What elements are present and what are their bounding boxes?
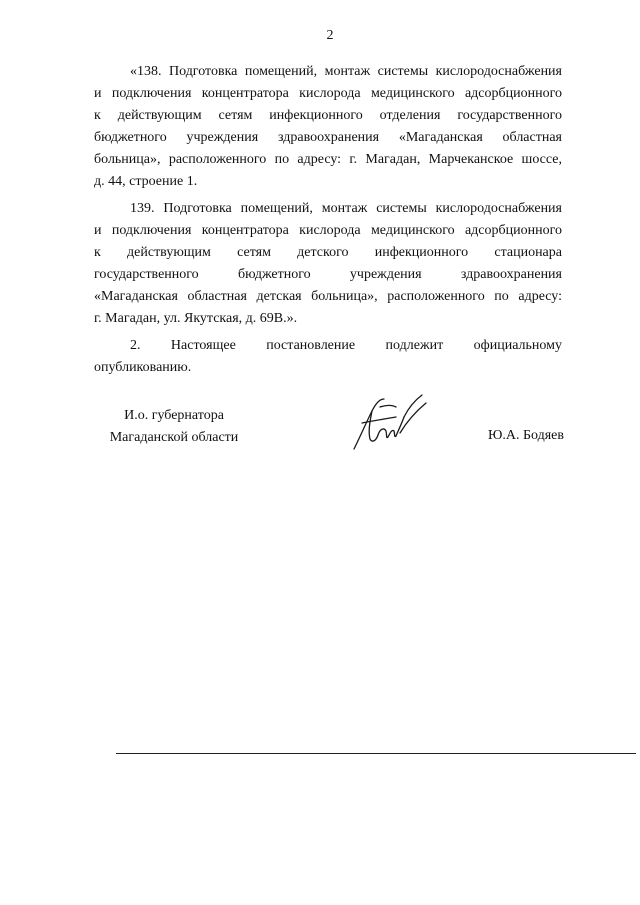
signatory-name: Ю.А. Бодяев	[487, 428, 564, 443]
paragraph-139	[94, 198, 562, 330]
text-line: государственного бюджетного учреждения здравоохранения	[94, 267, 562, 282]
text-line: 2. Настоящее постановление подлежит официальному	[130, 338, 562, 353]
text-line: и подключения концентратора кислорода медицинского адсорбционного	[94, 223, 562, 238]
text-line: «Магаданская областная детская больница», расположенного по адресу:	[94, 289, 562, 304]
text-line: г. Магадан, ул. Якутская, д. 69В.».	[94, 311, 298, 326]
document-body	[94, 61, 562, 384]
text-line: 139. Подготовка помещений, монтаж системы кислородоснабжения	[130, 201, 562, 216]
signatory-role-line: И.о. губернатора	[124, 408, 224, 423]
paragraph-publication	[94, 335, 562, 379]
signatory-region-line: Магаданской области	[109, 430, 239, 445]
text-line: к действующим сетям детского инфекционного стационара	[94, 245, 562, 260]
text-line: и подключения концентратора кислорода медицинского адсорбционного	[94, 86, 562, 101]
text-line: д. 44, строение 1.	[94, 174, 198, 189]
handwritten-signature-icon	[350, 393, 434, 453]
text-line: больница», расположенного по адресу: г. Магадан, Марчеканское шоссе,	[94, 152, 562, 167]
text-line: бюджетного учреждения здравоохранения «Магаданская областная	[94, 130, 562, 145]
signatory-role	[94, 405, 254, 449]
footer-divider	[116, 753, 636, 754]
text-line: опубликованию.	[94, 360, 192, 375]
paragraph-138	[94, 61, 562, 193]
text-line: к действующим сетям инфекционного отделения государственного	[94, 108, 562, 123]
page-number: 2	[326, 28, 334, 43]
signature-block	[94, 405, 564, 465]
text-line: «138. Подготовка помещений, монтаж системы кислородоснабжения	[130, 64, 562, 79]
